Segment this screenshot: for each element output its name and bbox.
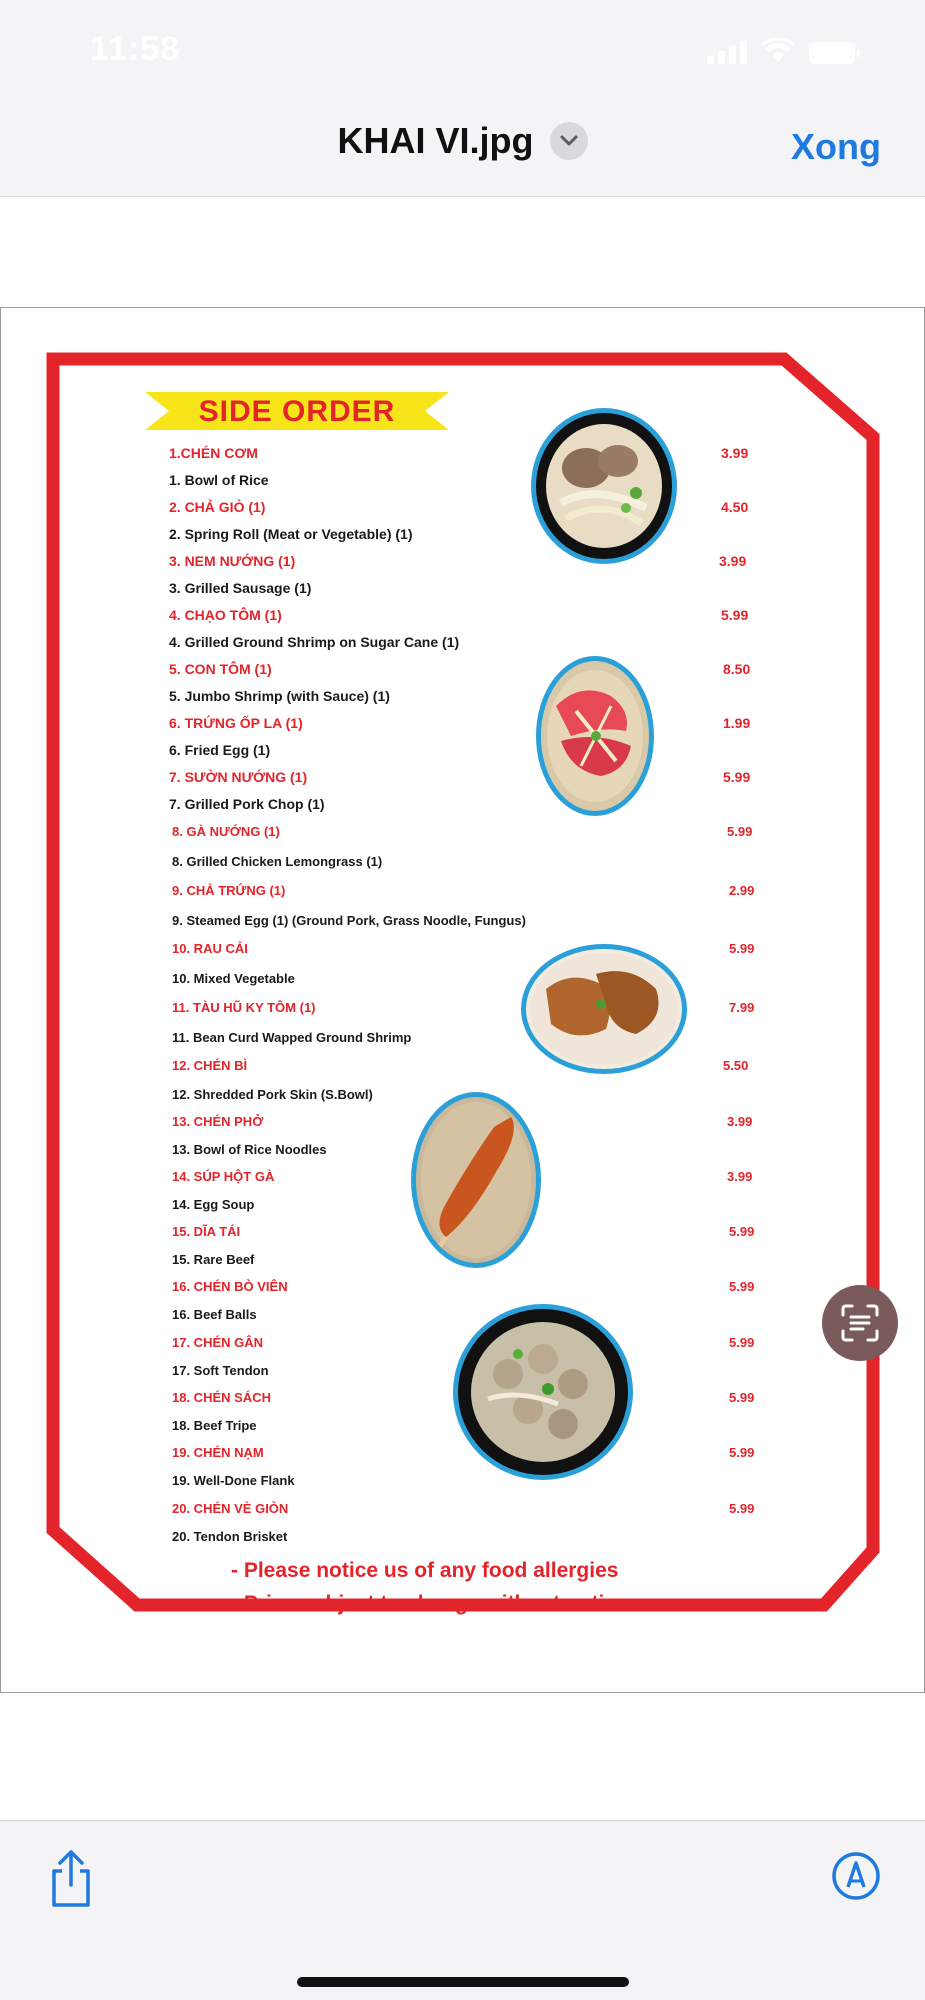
item-price: 3.99	[719, 553, 747, 569]
chevron-down-icon[interactable]	[550, 122, 588, 160]
bottom-toolbar	[0, 1820, 925, 2000]
status-time: 11:58	[90, 30, 181, 68]
dish-photo-beef-balls	[453, 1304, 633, 1480]
item-price: 5.99	[729, 1224, 755, 1239]
dish-photo-grilled-chicken	[521, 944, 687, 1074]
menu-image	[0, 307, 925, 1693]
status-icons	[707, 38, 855, 64]
item-vn: 3. NEM NƯỚNG (1)	[169, 553, 296, 569]
item-price: 7.99	[729, 1000, 755, 1015]
item-price: 5.99	[729, 1279, 755, 1294]
item-vn: 7. SƯỜN NƯỚNG (1)	[169, 769, 308, 785]
item-vn: 10. RAU CẢI	[172, 941, 248, 956]
markup-icon[interactable]	[831, 1851, 881, 1901]
item-price: 2.99	[729, 883, 755, 898]
item-price: 4.50	[721, 499, 749, 515]
item-vn: 9. CHẢ TRỨNG (1)	[172, 883, 286, 898]
item-en: 2. Spring Roll (Meat or Vegetable) (1)	[169, 526, 413, 542]
navigation-bar	[0, 0, 925, 197]
menu-red-border	[1, 308, 925, 1694]
item-price: 5.99	[729, 1445, 755, 1460]
live-text-icon[interactable]	[822, 1285, 898, 1361]
home-indicator	[297, 1977, 629, 1987]
item-vn: 17. CHÉN GÂN	[172, 1335, 264, 1350]
item-price: 5.99	[729, 1335, 755, 1350]
item-vn: 8. GÀ NƯỚNG (1)	[172, 824, 280, 839]
item-en: 19. Well-Done Flank	[172, 1473, 295, 1488]
dish-photo-spring-roll	[411, 1092, 541, 1268]
item-price: 3.99	[721, 445, 749, 461]
item-en: 15. Rare Beef	[172, 1252, 255, 1267]
item-en: 17. Soft Tendon	[172, 1363, 269, 1378]
item-en: 12. Shredded Pork Skin (S.Bowl)	[172, 1087, 373, 1102]
item-price: 3.99	[727, 1114, 753, 1129]
item-vn: 13. CHÉN PHỞ	[172, 1114, 264, 1129]
battery-icon	[809, 42, 855, 64]
item-price: 5.50	[723, 1058, 749, 1073]
item-price: 5.99	[723, 769, 751, 785]
notice-allergies: - Please notice us of any food allergies	[231, 1559, 619, 1582]
item-en: 20. Tendon Brisket	[172, 1529, 288, 1544]
item-en: 18. Beef Tripe	[172, 1418, 257, 1433]
dish-photo-beef-noodle	[531, 408, 677, 564]
item-vn: 12. CHÉN BÌ	[172, 1058, 248, 1073]
item-vn: 15. DĨA TÁI	[172, 1224, 241, 1239]
menu-heading: SIDE ORDER	[198, 395, 396, 428]
item-vn: 19. CHÉN NẠM	[172, 1445, 264, 1460]
item-en: 6. Fried Egg (1)	[169, 742, 271, 758]
item-en: 9. Steamed Egg (1) (Ground Pork, Grass Noodle, Fungus)	[172, 913, 526, 928]
item-vn: 20. CHÉN VÈ GIÒN	[172, 1501, 289, 1516]
item-en: 3. Grilled Sausage (1)	[169, 580, 312, 596]
item-en: 4. Grilled Ground Shrimp on Sugar Cane (1)	[169, 634, 460, 650]
item-vn: 18. CHÉN SÁCH	[172, 1390, 271, 1405]
title-area[interactable]	[0, 120, 925, 162]
share-icon[interactable]	[46, 1849, 96, 1909]
item-price: 5.99	[729, 1501, 755, 1516]
item-vn: 6. TRỨNG ỐP LA (1)	[169, 715, 303, 731]
item-vn: 4. CHẠO TÔM (1)	[169, 607, 282, 623]
item-vn: 16. CHÉN BÒ VIÊN	[172, 1279, 288, 1294]
item-price: 5.99	[721, 607, 749, 623]
done-button[interactable]: Xong	[791, 126, 881, 167]
item-vn: 5. CON TÔM (1)	[169, 661, 272, 677]
item-en: 1. Bowl of Rice	[169, 472, 269, 488]
signal-icon	[707, 41, 747, 64]
file-title[interactable]: KHAI VI.jpg	[337, 120, 534, 161]
item-price: 5.99	[729, 1390, 755, 1405]
item-vn: 2. CHẢ GIÒ (1)	[169, 499, 266, 515]
item-en: 7. Grilled Pork Chop (1)	[169, 796, 325, 812]
item-vn: 14. SÚP HỘT GÀ	[172, 1169, 275, 1184]
item-price: 5.99	[727, 824, 753, 839]
item-price: 3.99	[727, 1169, 753, 1184]
item-en: 14. Egg Soup	[172, 1197, 255, 1212]
dish-photo-rare-beef	[536, 656, 654, 816]
item-price: 5.99	[729, 941, 755, 956]
item-en: 11. Bean Curd Wapped Ground Shrimp	[172, 1030, 412, 1045]
notice-price-change: - Price subject to change without notice	[231, 1592, 628, 1615]
item-vn: 1.CHÉN CƠM	[169, 445, 258, 461]
item-en: 13. Bowl of Rice Noodles	[172, 1142, 327, 1157]
item-price: 1.99	[723, 715, 751, 731]
item-vn: 11. TÀU HŨ KY TÔM (1)	[172, 1000, 316, 1015]
item-price: 8.50	[723, 661, 751, 677]
wifi-icon	[761, 38, 795, 64]
item-en: 5. Jumbo Shrimp (with Sauce) (1)	[169, 688, 390, 704]
item-en: 10. Mixed Vegetable	[172, 971, 295, 986]
item-en: 8. Grilled Chicken Lemongrass (1)	[172, 854, 383, 869]
item-en: 16. Beef Balls	[172, 1307, 257, 1322]
